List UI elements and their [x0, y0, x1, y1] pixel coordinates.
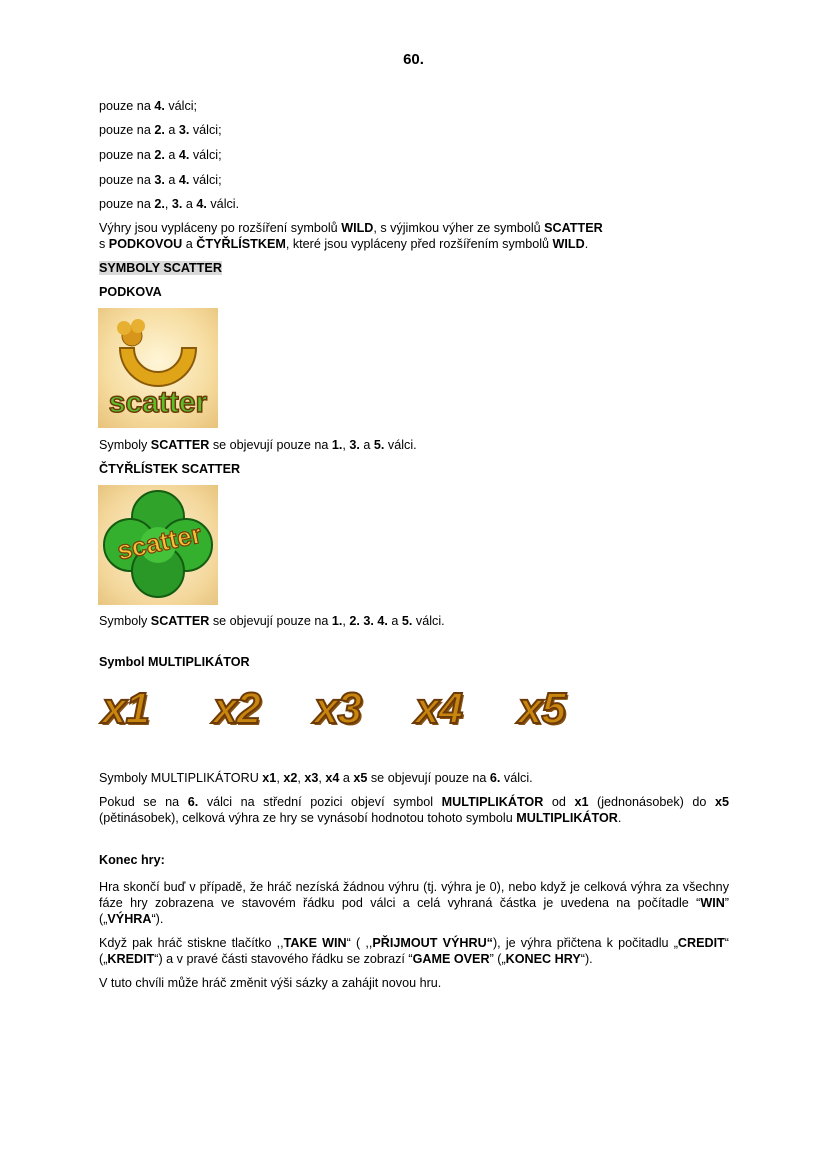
text-run: ,	[164, 197, 172, 211]
text-run: a	[339, 771, 354, 785]
section-heading-scatter: SYMBOLY SCATTER	[99, 261, 222, 275]
bold-text: 6.	[489, 771, 501, 785]
text-run: se objevují pouze na	[209, 438, 332, 452]
game-end-heading: Konec hry:	[99, 853, 165, 867]
text-run: Výhry jsou vypláceny po rozšíření symbolů	[99, 221, 342, 235]
wild-note-line	[99, 236, 729, 252]
text-run: Symboly	[99, 614, 151, 628]
text-run: Symboly	[99, 438, 151, 452]
text-run: pouze na	[99, 173, 155, 187]
svg-text:scatter: scatter	[108, 386, 208, 419]
reel-line	[99, 172, 729, 188]
bold-text: 4.	[196, 197, 207, 211]
page-number: 60.	[403, 51, 424, 68]
text-run: .	[584, 237, 589, 251]
text-run: Hra skončí buď v případě, že hráč nezíská žádnou výhru (tj. výhra je 0), nebo když je celková výhra za všechny fáze hry zobrazena ve stavovém řádku pod válci a celá vyhraná částka je uvedena na počítadle “	[99, 880, 729, 910]
bold-text: 1.	[331, 614, 343, 628]
bold-text: x4	[325, 771, 340, 785]
text-run: válci;	[189, 123, 222, 137]
bold-text: ČTYŘLÍSTKEM	[196, 237, 286, 251]
bold-text: 4.	[178, 148, 190, 162]
bold-text: 3.	[349, 438, 360, 452]
multiplier-description	[99, 770, 729, 786]
text-run: pouze na	[99, 123, 155, 137]
game-end-paragraph-1	[99, 879, 729, 927]
bold-text: x1	[262, 771, 277, 785]
text-run: a	[182, 237, 197, 251]
bold-text: 2.	[154, 197, 165, 211]
text-run: ” („	[99, 896, 729, 926]
bold-text: x5	[715, 795, 730, 809]
text-run: válci.	[206, 197, 240, 211]
bold-text: x1	[574, 795, 589, 809]
clover-description	[99, 613, 729, 629]
text-run: se objevují pouze na	[209, 614, 332, 628]
bold-text: 2.	[154, 123, 165, 137]
text-run: Pokud se na	[99, 795, 188, 809]
bold-text: 2. 3. 4.	[349, 614, 388, 628]
text-run: “).	[151, 912, 164, 926]
multiplier-heading: Symbol MULTIPLIKÁTOR	[99, 655, 250, 669]
multiplier-symbol-x2: x2	[213, 684, 260, 733]
text-run: válci;	[189, 173, 222, 187]
text-run: , které jsou vypláceny před rozšířením symbolů	[285, 237, 553, 251]
multiplier-symbol-x3: x3	[314, 684, 361, 733]
bold-text: GAME OVER	[412, 952, 490, 966]
text-run: a	[387, 614, 402, 628]
text-run: válci;	[164, 99, 198, 113]
bold-text: 1.	[331, 438, 343, 452]
text-run: (pětinásobek), celková výhra ze hry se vynásobí hodnotou tohoto symbolu	[99, 811, 517, 825]
clover-scatter-image	[98, 485, 218, 605]
text-run: a	[182, 197, 197, 211]
bold-text: PŘIJMOUT VÝHRU“	[372, 936, 493, 950]
bold-text: SCATTER	[150, 438, 210, 452]
text-run: (jednonásobek) do	[588, 795, 715, 809]
text-run: “ ( ,,	[346, 936, 373, 950]
text-run: a	[164, 123, 179, 137]
text-run: “) a v pravé části stavového řádku se zobrazí “	[154, 952, 413, 966]
bold-text: 4.	[154, 99, 165, 113]
text-run: ,	[276, 771, 284, 785]
wild-note-line	[99, 220, 729, 236]
multiplier-symbol-x4: x4	[415, 684, 462, 733]
text-run: ,	[342, 614, 350, 628]
bold-text: VÝHRA	[107, 912, 152, 926]
text-run: Když pak hráč stiskne tlačítko ,,	[99, 936, 284, 950]
horseshoe-scatter-image	[98, 308, 218, 428]
text-run: ,	[297, 771, 305, 785]
text-run: a	[359, 438, 374, 452]
bold-text: 2.	[154, 148, 165, 162]
reel-line	[99, 122, 729, 138]
text-run: válci.	[500, 771, 533, 785]
bold-text: x3	[304, 771, 319, 785]
text-run: válci na střední pozici objeví symbol	[198, 795, 442, 809]
text-run: pouze na	[99, 197, 155, 211]
bold-text: 3.	[154, 173, 165, 187]
text-run: válci.	[384, 438, 417, 452]
text-run: ,	[318, 771, 326, 785]
text-run: pouze na	[99, 99, 155, 113]
bold-text: x5	[353, 771, 368, 785]
svg-text:scatter: scatter	[114, 518, 205, 566]
bold-text: x2	[283, 771, 298, 785]
text-run: od	[543, 795, 575, 809]
text-run: a	[164, 173, 179, 187]
text-run: “ („	[99, 936, 729, 966]
clover-heading: ČTYŘLÍSTEK SCATTER	[99, 462, 241, 476]
bold-text: MULTIPLIKÁTOR	[516, 811, 618, 825]
text-run: ), je výhra přičtena k počitadlu „	[492, 936, 678, 950]
text-run: se objevují pouze na	[367, 771, 490, 785]
bold-text: 3.	[178, 123, 190, 137]
bold-text: WILD	[341, 221, 374, 235]
bold-text: PODKOVOU	[108, 237, 183, 251]
reel-line	[99, 147, 729, 163]
bold-text: 5.	[373, 438, 385, 452]
bold-text: KREDIT	[107, 952, 155, 966]
text-run: “).	[580, 952, 593, 966]
bold-text: CREDIT	[677, 936, 725, 950]
text-run: a	[164, 148, 179, 162]
text-run: s	[99, 237, 109, 251]
text-run: ” („	[489, 952, 506, 966]
bold-text: 4.	[178, 173, 190, 187]
bold-text: 5.	[401, 614, 413, 628]
reel-line	[99, 98, 729, 114]
bold-text: SCATTER	[150, 614, 210, 628]
text-run: válci;	[189, 148, 222, 162]
horseshoe-description	[99, 437, 729, 453]
text-run: ,	[342, 438, 350, 452]
horseshoe-heading: PODKOVA	[99, 285, 162, 299]
bold-text: WILD	[552, 237, 585, 251]
multiplier-symbol-x1: x1	[102, 684, 149, 733]
text-run: .	[617, 811, 622, 825]
text-run: , s výjimkou výher ze symbolů	[373, 221, 545, 235]
bold-text: 6.	[187, 795, 199, 809]
bold-text: KONEC HRY	[505, 952, 581, 966]
text-run: pouze na	[99, 148, 155, 162]
bold-text: SCATTER	[544, 221, 603, 235]
game-end-paragraph-3: V tuto chvíli může hráč změnit výši sázky a zahájit novou hru.	[99, 976, 442, 990]
text-run: válci.	[412, 614, 445, 628]
text-run: Symboly MULTIPLIKÁTORU	[99, 771, 263, 785]
reel-line	[99, 196, 729, 212]
multiplier-rule	[99, 794, 729, 826]
bold-text: WIN	[700, 896, 725, 910]
game-end-paragraph-2	[99, 935, 729, 967]
bold-text: TAKE WIN	[283, 936, 347, 950]
multiplier-symbol-x5: x5	[518, 684, 565, 733]
bold-text: 3.	[171, 197, 183, 211]
bold-text: MULTIPLIKÁTOR	[441, 795, 544, 809]
